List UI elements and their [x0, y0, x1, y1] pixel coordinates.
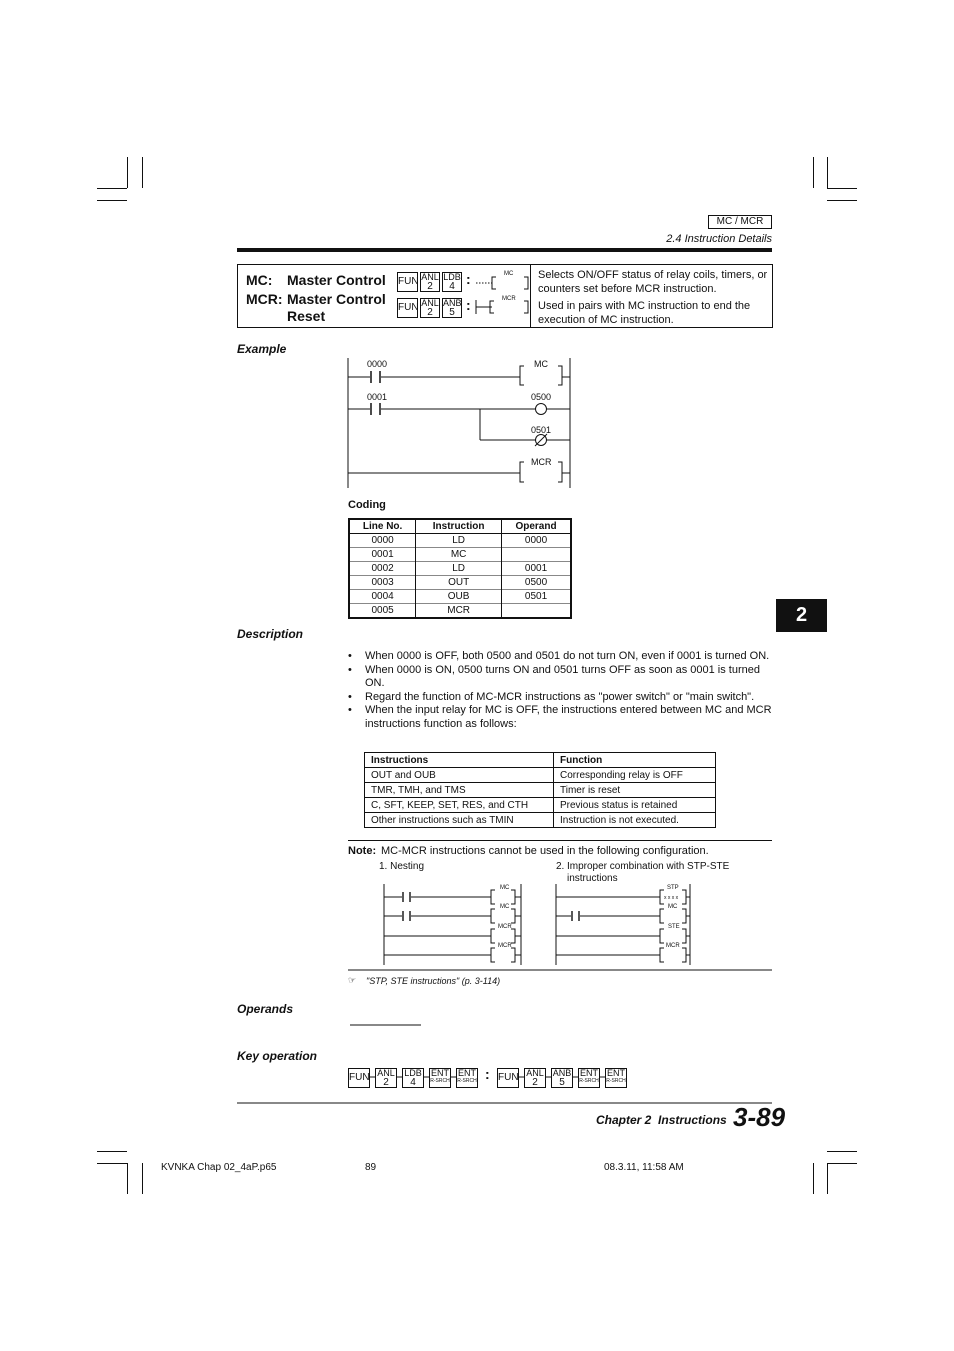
slug-page: 89 — [365, 1162, 377, 1173]
fun-key: FUN — [397, 272, 418, 292]
anl-2-key: ANL 2 — [421, 298, 439, 318]
slug-timestamp: 08.3.11, 11:58 AM — [604, 1162, 684, 1173]
coil-0500-label: 0500 — [531, 392, 552, 402]
coding-title: Coding — [348, 499, 386, 511]
mcr-name-line2: Reset — [287, 308, 326, 324]
mcr-name-line1: Master Control — [287, 291, 386, 307]
mcr-description: Used in pairs with MC instruction to end the execution of MC instruction. — [538, 300, 751, 326]
note-case-2-number: 2. — [556, 861, 565, 872]
function-header-function: Function — [554, 753, 716, 768]
description-heading: Description — [237, 627, 304, 641]
table-row: 0000 LD 0000 — [349, 534, 571, 548]
table-row: Other instructions such as TMIN Instruction is not executed. — [365, 813, 716, 828]
table-row: OUT and OUB Corresponding relay is OFF — [365, 768, 716, 783]
instruction-tag: MC / MCR — [708, 215, 772, 229]
anl-2-key: ANL 2 — [421, 272, 439, 292]
table-row: TMR, TMH, and TMS Timer is reset — [365, 783, 716, 798]
function-header-instructions: Instructions — [365, 753, 554, 768]
ldb-4-key: LDB 4 — [402, 1068, 424, 1088]
anl-2-key: ANL 2 — [524, 1068, 546, 1088]
mc-symbol-label: MC — [504, 271, 514, 277]
stp-operand: x x x x — [664, 895, 679, 901]
stp-label: STP — [667, 885, 679, 891]
nest-mcr1-label: MCR — [498, 924, 512, 930]
list-item: • When 0000 is OFF, both 0500 and 0501 do not turn ON, even if 0001 is turned ON. — [348, 650, 776, 664]
section-subtitle: 2.4 Instruction Details — [666, 233, 772, 245]
reference-arrow-icon: ☞ — [348, 975, 357, 985]
mc-code: MC: — [246, 272, 273, 288]
ldb-4-key: LDB 4 — [443, 272, 461, 292]
nest-mcr2-label: MCR — [498, 943, 512, 949]
contact-0000-label: 0000 — [367, 359, 388, 369]
stp-mc-label: MC — [668, 904, 678, 910]
contact-0001-label: 0001 — [367, 392, 388, 402]
mcr-code: MCR: — [246, 291, 283, 307]
footer-chapter: Chapter 2 Instructions — [596, 1113, 727, 1127]
mcr-colon: : — [466, 297, 471, 313]
ent-key: ENT R-SRCH — [605, 1068, 627, 1088]
list-item: • Regard the function of MC-MCR instructions as "power switch" or "main switch". — [348, 691, 776, 705]
fun-key: FUN — [348, 1068, 370, 1088]
mc-colon: : — [466, 271, 471, 287]
nest-mc2-label: MC — [500, 904, 510, 910]
example-heading: Example — [237, 342, 287, 356]
ste-label: STE — [668, 924, 680, 930]
note-case-2-line1: Improper combination with STP-STE — [567, 861, 730, 872]
slug-file: KVNKA Chap 02_4aP.p65 — [161, 1162, 277, 1173]
table-row: 0004 OUB 0501 — [349, 590, 571, 604]
mc-description: Selects ON/OFF status of relay coils, timers, or counters set before MCR instruction. — [538, 269, 768, 295]
coding-header-line: Line No. — [349, 519, 416, 534]
ent-key: ENT R-SRCH — [429, 1068, 451, 1088]
table-row: 0005 MCR — [349, 604, 571, 619]
ent-key: ENT R-SRCH — [456, 1068, 478, 1088]
note-label: Note: — [348, 845, 377, 857]
mc-name: Master Control — [287, 272, 386, 288]
stp-mcr-label: MCR — [666, 943, 680, 949]
table-row: 0003 OUT 0500 — [349, 576, 571, 590]
key-sequence-separator: : — [485, 1066, 490, 1082]
coding-header-operand: Operand — [502, 519, 571, 534]
table-row: C, SFT, KEEP, SET, RES, and CTH Previous status is retained — [365, 798, 716, 813]
reference-link[interactable]: "STP, STE instructions" (p. 3-114) — [366, 976, 501, 986]
note-case-2-line2: instructions — [567, 873, 618, 884]
mcr-coil-label: MCR — [531, 457, 552, 467]
mcr-symbol-label: MCR — [502, 296, 516, 302]
key-operation-heading: Key operation — [237, 1049, 318, 1063]
coil-0501-label: 0501 — [531, 425, 552, 435]
nest-mc1-label: MC — [500, 885, 510, 891]
operands-heading: Operands — [237, 1002, 294, 1016]
mc-coil-label: MC — [534, 359, 548, 369]
list-item: • When the input relay for MC is OFF, the instructions entered between MC and MCR instructions function as follows: — [348, 704, 776, 731]
note-text: MC-MCR instructions cannot be used in the following configuration. — [381, 845, 709, 857]
list-item: • When 0000 is ON, 0500 turns ON and 0501 turns OFF as soon as 0001 is turned ON. — [348, 664, 776, 691]
table-row: 0001 MC — [349, 548, 571, 562]
anl-2-key: ANL 2 — [375, 1068, 397, 1088]
ent-key: ENT R-SRCH — [578, 1068, 600, 1088]
table-row: 0002 LD 0001 — [349, 562, 571, 576]
fun-key: FUN — [497, 1068, 519, 1088]
anb-5-key: ANB 5 — [443, 298, 462, 318]
note-case-nesting: 1. Nesting — [379, 861, 425, 872]
coding-header-instruction: Instruction — [416, 519, 502, 534]
page-number: 3-89 — [733, 1102, 786, 1132]
fun-key: FUN — [397, 298, 418, 318]
anb-5-key: ANB 5 — [552, 1068, 572, 1088]
chapter-tab: 2 — [776, 599, 827, 632]
